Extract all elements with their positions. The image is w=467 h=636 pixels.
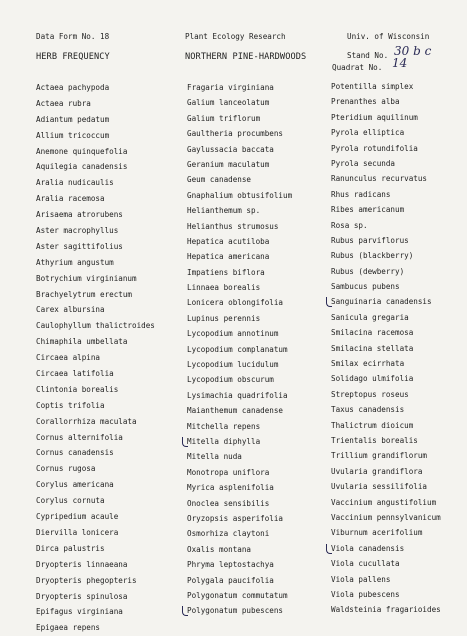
species-item	[331, 387, 441, 402]
species-name: Corallorrhiza maculata	[36, 416, 137, 426]
species-item	[331, 464, 441, 479]
species-item	[331, 510, 441, 525]
species-name: Viola canadensis	[331, 543, 405, 553]
species-item	[187, 434, 292, 449]
species-item	[331, 556, 441, 571]
species-name: Pyrola elliptica	[331, 128, 405, 138]
species-item	[331, 602, 441, 617]
species-name: Streptopus roseus	[331, 389, 409, 399]
species-item	[36, 604, 155, 620]
species-item	[331, 279, 441, 294]
species-item	[187, 295, 292, 310]
species-item	[331, 495, 441, 510]
species-name: Trillium grandiflorum	[331, 451, 428, 461]
species-item	[187, 203, 292, 218]
species-item	[187, 372, 292, 387]
species-name: Coptis trifolia	[36, 400, 105, 410]
species-name: Myrica asplenifolia	[187, 483, 274, 493]
species-item	[331, 202, 441, 217]
species-name: Monotropa uniflora	[187, 467, 270, 477]
species-item	[187, 526, 292, 541]
species-name: Epigaea repens	[36, 623, 101, 633]
species-item	[187, 542, 292, 557]
species-item	[187, 403, 292, 418]
species-name: Lycopodium complanatum	[187, 344, 288, 354]
species-name: Prenanthes alba	[331, 97, 400, 107]
species-name: Oryzopsis asperifolia	[187, 513, 284, 523]
species-name: Osmorhiza claytoni	[187, 529, 270, 539]
species-item	[331, 418, 441, 433]
species-item	[187, 157, 292, 172]
species-item	[187, 111, 292, 126]
species-item	[36, 159, 155, 175]
species-name: Corylus cornuta	[36, 496, 105, 506]
species-item	[36, 144, 155, 160]
species-item	[187, 557, 292, 572]
species-name: Viola cucullata	[331, 559, 400, 569]
species-item	[331, 233, 441, 248]
species-name: Pteridium aquilinum	[331, 112, 418, 122]
species-name: Lonicera oblongifolia	[187, 298, 284, 308]
species-name: Geranium maculatum	[187, 159, 270, 169]
species-item	[331, 79, 441, 94]
species-name: Gaultheria procumbens	[187, 129, 284, 139]
species-column-3	[331, 79, 441, 618]
species-item	[187, 573, 292, 588]
species-name: Epifagus virginiana	[36, 607, 123, 617]
species-item	[187, 280, 292, 295]
species-name: Lycopodium lucidulum	[187, 360, 279, 370]
species-item	[187, 234, 292, 249]
species-name: Dryopteris phegopteris	[36, 575, 137, 585]
species-name: Polygonatum pubescens	[187, 606, 284, 616]
species-name: Carex albursina	[36, 305, 105, 315]
species-item	[36, 334, 155, 350]
species-item	[36, 191, 155, 207]
species-item	[36, 175, 155, 191]
species-item	[36, 414, 155, 430]
species-item	[36, 255, 155, 271]
lab-name: Plant Ecology Research	[185, 32, 286, 41]
species-name: Dirca palustris	[36, 543, 105, 553]
species-name: Caulophyllum thalictroides	[36, 321, 155, 331]
species-item	[36, 350, 155, 366]
species-item	[36, 382, 155, 398]
species-column-1	[36, 80, 155, 636]
species-item	[187, 311, 292, 326]
species-name: Cornus rugosa	[36, 464, 96, 474]
species-name: Polygonatum commutatum	[187, 590, 288, 600]
species-name: Anemone quinquefolia	[36, 146, 128, 156]
species-name: Waldsteinia fragarioides	[331, 605, 441, 615]
species-item	[331, 125, 441, 140]
species-item	[331, 356, 441, 371]
species-item	[331, 479, 441, 494]
species-name: Adiantum pedatum	[36, 114, 110, 124]
species-item	[36, 80, 155, 96]
species-item	[187, 95, 292, 110]
species-item	[36, 589, 155, 605]
species-name: Rosa sp.	[331, 220, 368, 230]
species-item	[187, 357, 292, 372]
species-item	[331, 110, 441, 125]
species-item	[187, 265, 292, 280]
species-item	[36, 128, 155, 144]
species-name: Mitella nuda	[187, 452, 242, 462]
species-name: Smilacina racemosa	[331, 328, 414, 338]
species-name: Circaea alpina	[36, 353, 101, 363]
species-name: Vaccinium angustifolium	[331, 497, 437, 507]
species-name: Dryopteris spinulosa	[36, 591, 128, 601]
species-column-2	[187, 80, 292, 619]
species-item	[331, 525, 441, 540]
quadrat-value: 14	[392, 56, 408, 70]
species-name: Sanguinaria canadensis	[331, 297, 432, 307]
species-item	[36, 318, 155, 334]
species-item	[36, 302, 155, 318]
species-item	[187, 465, 292, 480]
species-item	[36, 620, 155, 636]
species-name: Oxalis montana	[187, 544, 252, 554]
species-name: Galium lanceolatum	[187, 98, 270, 108]
species-name: Gaylussacia baccata	[187, 144, 274, 154]
species-name: Sanicula gregaria	[331, 312, 409, 322]
species-item	[187, 342, 292, 357]
species-name: Rubus parviflorus	[331, 235, 409, 245]
species-name: Vaccinium pennsylvanicum	[331, 512, 441, 522]
species-item	[36, 525, 155, 541]
species-name: Hepatica acutiloba	[187, 236, 270, 246]
species-name: Solidago ulmifolia	[331, 374, 414, 384]
species-item	[36, 573, 155, 589]
handwritten-check-mark	[182, 437, 188, 447]
species-name: Clintonia borealis	[36, 384, 119, 394]
species-name: Mitella diphylla	[187, 436, 261, 446]
species-item	[331, 572, 441, 587]
species-name: Botrychium virginianum	[36, 273, 137, 283]
species-item	[36, 207, 155, 223]
species-name: Rhus radicans	[331, 189, 391, 199]
quadrat-label: Quadrat No.	[332, 63, 383, 72]
species-item	[331, 325, 441, 340]
species-name: Pyrola secunda	[331, 158, 396, 168]
species-name: Thalictrum dioicum	[331, 420, 414, 430]
species-item	[187, 80, 292, 95]
species-name: Aster macrophyllus	[36, 226, 119, 236]
species-item	[187, 603, 292, 618]
species-name: Linnaea borealis	[187, 283, 261, 293]
species-name: Viola pubescens	[331, 589, 400, 599]
species-item	[187, 388, 292, 403]
species-item	[331, 187, 441, 202]
species-name: Viburnum acerifolium	[331, 528, 423, 538]
species-name: Rubus (blackberry)	[331, 251, 414, 261]
species-name: Arisaema atrorubens	[36, 210, 123, 220]
species-item	[331, 156, 441, 171]
species-name: Lycopodium obscurum	[187, 375, 274, 385]
species-name: Sambucus pubens	[331, 282, 400, 292]
species-name: Helianthus strumosus	[187, 221, 279, 231]
species-item	[331, 541, 441, 556]
species-item	[187, 496, 292, 511]
species-item	[331, 264, 441, 279]
species-item	[331, 171, 441, 186]
species-item	[331, 371, 441, 386]
species-item	[36, 461, 155, 477]
species-name: Diervilla lonicera	[36, 527, 119, 537]
form-title: HERB FREQUENCY	[36, 52, 110, 62]
species-item	[331, 294, 441, 309]
species-name: Impatiens biflora	[187, 267, 265, 277]
species-name: Galium triflorum	[187, 113, 261, 123]
species-item	[187, 511, 292, 526]
species-item	[331, 433, 441, 448]
species-name: Lycopodium annotinum	[187, 329, 279, 339]
handwritten-check-mark	[182, 606, 188, 616]
species-item	[331, 141, 441, 156]
species-name: Smilacina stellata	[331, 343, 414, 353]
species-name: Potentilla simplex	[331, 82, 414, 91]
handwritten-check-mark	[326, 297, 332, 307]
species-name: Lysimachia quadrifolia	[187, 390, 288, 400]
species-name: Corylus americana	[36, 480, 114, 490]
species-name: Aster sagittifolius	[36, 241, 123, 251]
species-item	[187, 480, 292, 495]
species-item	[331, 341, 441, 356]
species-name: Brachyelytrum erectum	[36, 289, 133, 299]
species-name: Actaea rubra	[36, 98, 91, 108]
handwritten-check-mark	[326, 544, 332, 554]
species-item	[36, 541, 155, 557]
species-item	[36, 223, 155, 239]
species-name: Uvularia sessilifolia	[331, 482, 428, 492]
species-name: Aquilegia canadensis	[36, 162, 128, 172]
species-name: Athyrium angustum	[36, 257, 114, 267]
species-name: Allium tricoccum	[36, 130, 110, 140]
species-name: Uvularia grandiflora	[331, 466, 423, 476]
species-name: Chimaphila umbellata	[36, 337, 128, 347]
species-item	[36, 477, 155, 493]
species-name: Circaea latifolia	[36, 369, 114, 379]
species-name: Smilax ecirrhata	[331, 359, 405, 369]
species-name: Fragaria virginiana	[187, 83, 274, 92]
species-name: Cypripedium acaule	[36, 512, 119, 522]
species-item	[36, 398, 155, 414]
species-item	[187, 219, 292, 234]
species-item	[36, 287, 155, 303]
species-item	[331, 402, 441, 417]
form-number: Data Form No. 18	[36, 32, 110, 41]
species-name: Phryma leptostachya	[187, 560, 274, 570]
species-name: Dryopteris linnaeana	[36, 559, 128, 569]
species-name: Rubus (dewberry)	[331, 266, 405, 276]
species-name: Polygala paucifolia	[187, 575, 274, 585]
species-item	[187, 249, 292, 264]
species-name: Helianthemum sp.	[187, 206, 261, 216]
species-item	[36, 509, 155, 525]
species-name: Lupinus perennis	[187, 313, 261, 323]
species-item	[187, 142, 292, 157]
species-item	[36, 239, 155, 255]
university-name: Univ. of Wisconsin	[347, 32, 430, 41]
community-title: NORTHERN PINE-HARDWOODS	[185, 52, 307, 62]
species-name: Ranunculus recurvatus	[331, 174, 428, 184]
species-item	[331, 218, 441, 233]
species-item	[187, 419, 292, 434]
species-name: Taxus canadensis	[331, 405, 405, 415]
species-name: Pyrola rotundifolia	[331, 143, 418, 153]
species-name: Geum canadense	[187, 175, 252, 185]
species-name: Hepatica americana	[187, 252, 270, 262]
species-item	[36, 445, 155, 461]
species-item	[187, 126, 292, 141]
species-name: Aralia racemosa	[36, 194, 105, 204]
species-item	[331, 310, 441, 325]
species-name: Ribes americanum	[331, 205, 405, 215]
species-name: Actaea pachypoda	[36, 83, 110, 92]
species-item	[331, 94, 441, 109]
species-item	[187, 588, 292, 603]
species-name: Onoclea sensibilis	[187, 498, 270, 508]
species-item	[36, 271, 155, 287]
species-item	[36, 557, 155, 573]
species-name: Viola pallens	[331, 574, 391, 584]
species-item	[187, 172, 292, 187]
species-item	[36, 96, 155, 112]
species-name: Cornus canadensis	[36, 448, 114, 458]
species-item	[36, 366, 155, 382]
species-item	[187, 326, 292, 341]
stand-value: 30 b c	[394, 44, 432, 58]
species-name: Gnaphalium obtusifolium	[187, 190, 293, 200]
species-name: Aralia nudicaulis	[36, 178, 114, 188]
species-name: Maianthemum canadense	[187, 406, 284, 416]
species-item	[187, 449, 292, 464]
species-item	[36, 493, 155, 509]
species-item	[36, 430, 155, 446]
species-name: Mitchella repens	[187, 421, 261, 431]
species-item	[187, 188, 292, 203]
stand-label: Stand No.	[347, 51, 389, 60]
species-item	[36, 112, 155, 128]
species-name: Trientalis borealis	[331, 435, 418, 445]
species-name: Cornus alternifolia	[36, 432, 123, 442]
species-item	[331, 448, 441, 463]
species-item	[331, 248, 441, 263]
